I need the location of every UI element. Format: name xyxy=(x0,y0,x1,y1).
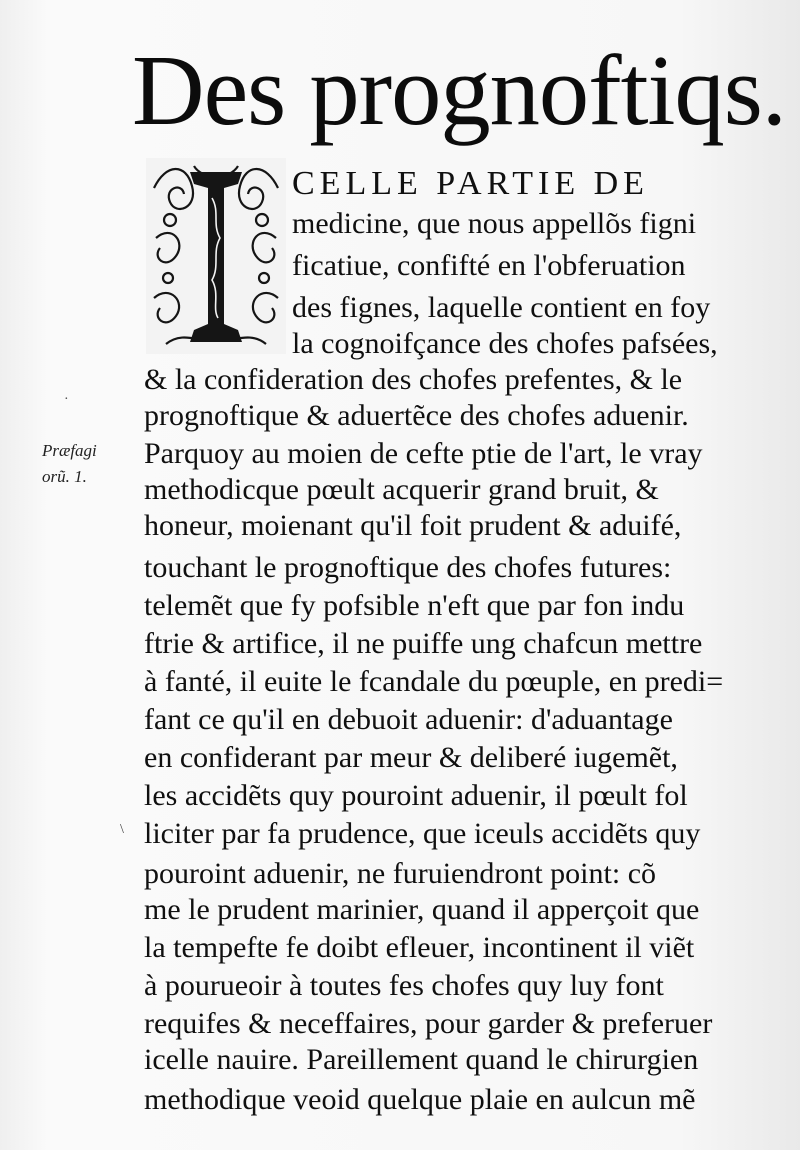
text-line-7: prognoftique & aduertẽce des chofes aduenir. xyxy=(144,399,689,432)
text-line-5: la cognoifçance des chofes pafsées, xyxy=(292,327,718,360)
text-line-10: honeur, moienant qu'il foit prudent & aduifé, xyxy=(144,509,682,542)
text-line-23: requifes & neceffaires, pour garder & preferuer xyxy=(144,1007,713,1040)
text-line-21: la tempefte fe doibt efleuer, incontinent il viẽt xyxy=(144,931,695,964)
text-line-9: methodicque pœult acquerir grand bruit, & xyxy=(144,473,659,506)
text-line-1: CELLE PARTIE DE xyxy=(292,165,649,202)
ink-speck-mark-icon: \ xyxy=(120,822,124,837)
text-line-2: medicine, que nous appellõs figni xyxy=(292,207,697,240)
text-line-24: icelle nauire. Pareillement quand le chirurgien xyxy=(144,1043,699,1076)
text-line-8: Parquoy au moien de cefte ptie de l'art, le vray xyxy=(144,437,703,470)
margin-note-line-2: orũ. 1. xyxy=(42,467,87,486)
text-line-22: à pourueoir à toutes fes chofes quy luy font xyxy=(144,969,664,1002)
page-heading: Des prognoftiqs. xyxy=(132,34,786,146)
ink-speck-dot-icon: · xyxy=(64,392,69,407)
text-line-12: telemẽt que fy pofsible n'eft que par fon indu xyxy=(144,589,685,622)
text-line-4: des fignes, laquelle contient en foy xyxy=(292,291,711,324)
text-line-25: methodique veoid quelque plaie en aulcun mẽ xyxy=(144,1083,696,1116)
text-line-19: pouroint aduenir, ne furuiendront point: cõ xyxy=(144,857,657,890)
text-line-14: à fanté, il euite le fcandale du pœuple, en predi= xyxy=(144,665,724,698)
margin-note-line-1: Præfagi xyxy=(42,441,97,460)
text-line-17: les accidẽts quy pouroint aduenir, il pœult fol xyxy=(144,779,688,812)
text-line-6: & la confideration des chofes prefentes, & le xyxy=(144,363,683,396)
ornate-initial-i-icon xyxy=(146,158,286,354)
text-line-16: en confiderant par meur & deliberé iugemẽt, xyxy=(144,741,678,774)
text-line-3: ficatiue, confifté en l'obferuation xyxy=(292,249,686,282)
text-line-11: touchant le prognoftique des chofes futures: xyxy=(144,551,672,584)
text-line-18: liciter par fa prudence, que iceuls accidẽts quy xyxy=(144,817,701,850)
text-line-15: fant ce qu'il en debuoit aduenir: d'aduantage xyxy=(144,703,673,736)
text-line-13: ftrie & artifice, il ne puiffe ung chafcun mettre xyxy=(144,627,703,660)
text-line-20: me le prudent marinier, quand il apperçoit que xyxy=(144,893,700,926)
